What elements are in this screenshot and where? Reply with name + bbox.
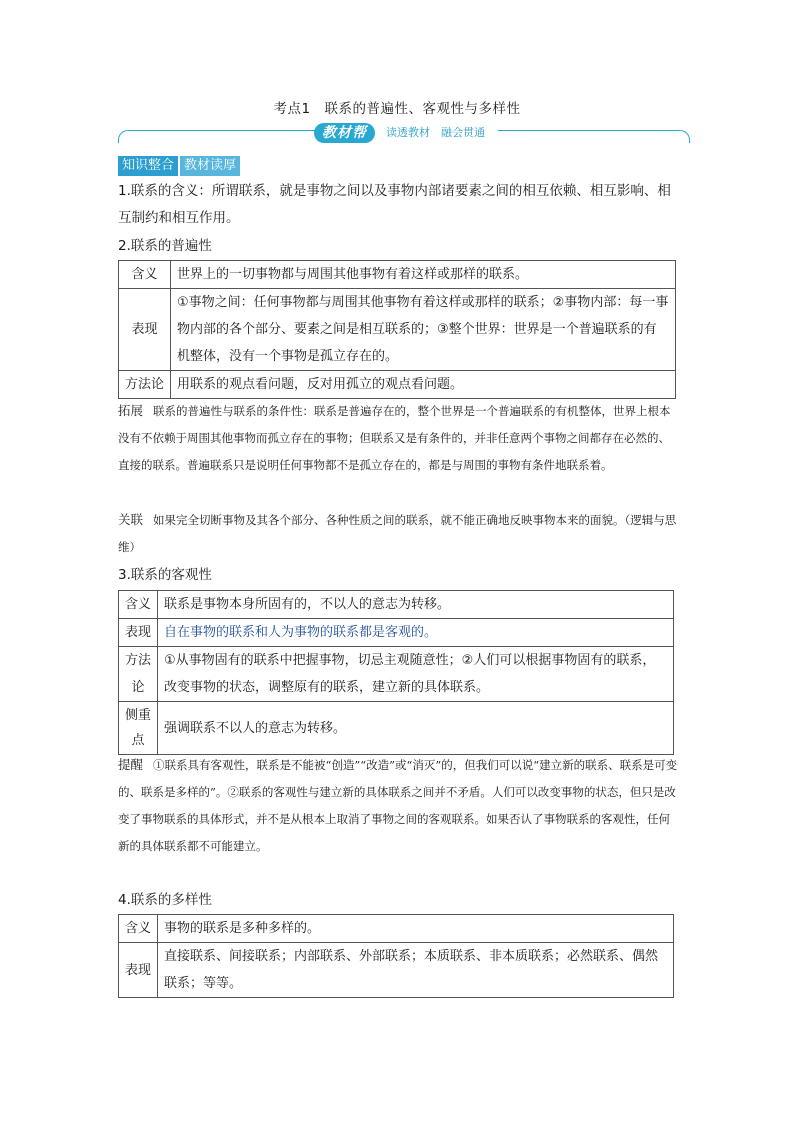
- row-key: 含义: [119, 591, 158, 619]
- section-banner: [118, 121, 690, 151]
- row-value: 直接联系、间接联系；内部联系、外部联系；本质联系、非本质联系；必然联系、偶然联系；等等。: [158, 943, 674, 998]
- tag-knowledge-integration: 知识整合: [118, 156, 178, 176]
- row-key: 表现: [119, 619, 158, 647]
- row-value: 世界上的一切事物都与周围其他事物有着这样或那样的联系。: [171, 261, 676, 289]
- banner-line-left: [128, 130, 318, 131]
- definition-paragraph: 1.联系的含义：所谓联系，就是事物之间以及事物内部诸要素之间的相互依赖、相互影响、相互制约和相互作用。: [118, 183, 671, 226]
- related-note: [118, 506, 678, 561]
- table-row: [119, 371, 676, 399]
- reminder-text: ①联系具有客观性，联系是不能被“创造”“改造”或“消灭”的，但我们可以说“建立新的联系、联系是可变的、联系是多样的”。②联系的客观性与建立新的具体联系之间并不矛盾。人们可以改变事物的状态，但只是改变了事物联系的具体形式，并不是从根本上取消了事物之间的客观联系。如果否认了事物联系的客观性，任何新的具体联系都不可能建立。: [118, 758, 678, 853]
- row-key: 侧重点: [119, 702, 158, 755]
- row-key: 含义: [119, 915, 158, 943]
- row-key: 表现: [119, 289, 171, 371]
- heading-universality: 2.联系的普遍性: [118, 238, 212, 254]
- table-diversity: [118, 914, 674, 998]
- row-key: 含义: [119, 261, 171, 289]
- row-value: 事物的联系是多种多样的。: [158, 915, 674, 943]
- row-key: 方法论: [119, 371, 171, 399]
- row-value: 联系是事物本身所固有的，不以人的意志为转移。: [158, 591, 674, 619]
- banner-line-right: [498, 130, 680, 131]
- row-value: 用联系的观点看问题，反对用孤立的观点看问题。: [171, 371, 676, 399]
- banner-curl-right: [677, 130, 690, 143]
- table-row: [119, 591, 674, 619]
- table-row: [119, 647, 674, 702]
- table-universality: [118, 260, 676, 399]
- extension-note: [118, 397, 678, 479]
- page-title: 考点1 联系的普遍性、客观性与多样性: [273, 101, 521, 117]
- section-tags: [118, 156, 240, 176]
- tag-textbook-reading: 教材读厚: [180, 156, 240, 176]
- table-row: [119, 261, 676, 289]
- row-key: 方法论: [119, 647, 158, 702]
- heading-objectivity: 3.联系的客观性: [118, 567, 212, 583]
- banner-curl-left: [118, 130, 131, 143]
- extension-text: 联系的普遍性与联系的条件性：联系是普遍存在的，整个世界是一个普遍联系的有机整体，世界上根本没有不依赖于周围其他事物而孤立存在的事物；但联系又是有条件的，并非任意两个事物之间都存在必然的、直接的联系。普遍联系只是说明任何事物都不是孤立存在的，都是与周围的事物有条件地联系着。: [118, 404, 671, 472]
- reminder-note: [118, 751, 678, 860]
- reminder-label: 提醒: [118, 757, 144, 772]
- table-row: [119, 619, 674, 647]
- banner-slogan: 读透教材 融会贯通: [386, 126, 485, 139]
- table-row: [119, 289, 676, 371]
- related-label: 关联: [118, 512, 144, 527]
- row-value: 强调联系不以人的意志为转移。: [158, 702, 674, 755]
- row-key: 表现: [119, 943, 158, 998]
- related-text: 如果完全切断事物及其各个部分、各种性质之间的联系，就不能正确地反映事物本来的面貌。（逻辑与思维）: [118, 513, 677, 554]
- table-row: [119, 702, 674, 755]
- row-value: 自在事物的联系和人为事物的联系都是客观的。: [158, 619, 674, 647]
- table-row: [119, 915, 674, 943]
- extension-label: 拓展: [118, 403, 144, 418]
- banner-badge: 教材帮: [314, 123, 375, 143]
- heading-diversity: 4.联系的多样性: [118, 892, 212, 908]
- table-objectivity: [118, 590, 674, 755]
- row-value: ①从事物固有的联系中把握事物，切忌主观随意性；②人们可以根据事物固有的联系，改变事物的状态，调整原有的联系，建立新的具体联系。: [158, 647, 674, 702]
- table-row: [119, 943, 674, 998]
- row-value: ①事物之间：任何事物都与周围其他事物有着这样或那样的联系；②事物内部：每一事物内部的各个部分、要素之间是相互联系的；③整个世界：世界是一个普遍联系的有机整体，没有一个事物是孤立存在的。: [171, 289, 676, 371]
